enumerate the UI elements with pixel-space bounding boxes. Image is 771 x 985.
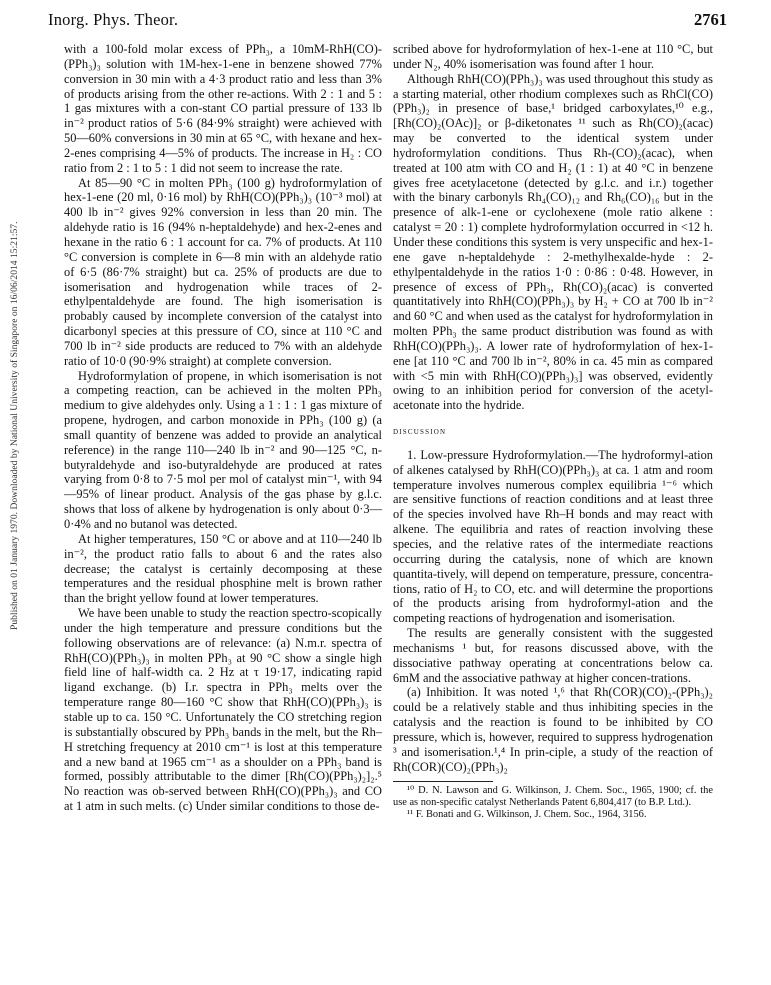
paragraph: At 85—90 °C in molten PPh₃ (100 g) hydroformylation of hex-1-ene (20 ml, 0·16 mol) by RhH(CO)(PPh₃)₃ (10⁻³ mol) at 400 lb in⁻² gives 92% conversion in less than 20 min. The aldehyde ratio is 16 (94% n-heptaldehyde) and hex-2-enes and hexane in the ratio 6 : 1 account for ca. 7% of products. At 110 °C conversion is complete in 6—8 min with an aldehyde ratio of 6·5 (86·7% straight) but ca. 25% of products are due to isomerisation and hydrogenation while traces of 2-ethylpentaldehyde are found. The high isomerisation is probably caused by incomplete conversion of the catalyst into dicarbonyl species at this pressure of CO, since at 110 °C and 700 lb in⁻² side products are reduced to 7% with an aldehyde ratio of 10·0 (90·9% straight) at complete conversion. [64,175,382,368]
paragraph: (a) Inhibition. It was noted ¹,⁶ that Rh(COR)(CO)₂-(PPh₃)₂ could be a relatively stable and thus inhibiting species in the catalysis and the reaction is found to be inhibited by CO pressure, which is, however, required to suppress hydrogenation ³ and isomerisation.¹,⁴ In prin-ciple, a study of the reaction of Rh(COR)(CO)₂(PPh₃)₂ [393,685,713,774]
footnote-divider [393,781,493,782]
footnote: ¹⁰ D. N. Lawson and G. Wilkinson, J. Chem. Soc., 1965, 1900; cf. the use as non-specific catalyst Netherlands Patent 6,804,417 (to B.P. Ltd.). [393,784,713,808]
sidebar-text: Published on 01 January 1970. Downloaded by National University of Singapore on 16/06/2014 15:21:57. [9,221,20,630]
section-heading: discussion [393,426,447,438]
paragraph: Although RhH(CO)(PPh₃)₃ was used throughout this study as a starting material, other rhodium complexes such as RhCl(CO)(PPh₃)₂ in presence of base,¹ bridged carboxylates,¹⁰ e.g., [Rh(CO)₂(OAc)]₂ or β-diketonates ¹¹ such as Rh(CO)₂(acac) may be converted to the identical system under hydroformylation conditions. Thus Rh-(CO)₂(acac), when treated at 100 atm with CO and H₂ (1 : 1) at 40 °C in benzene gives free acetylacetone (detected by g.l.c. and i.r.) together with the binary carbonyls Rh₄(CO)₁₂ and Rh₆(CO)₁₆ but in the presence of alk-1-ene or cyclohexene (mole ratio alkene : catalyst = 20 : 1) complete hydroformylation occurred in <12 h. Under these conditions this system is very unspecific and hex-1-ene gave n-heptaldehyde : 2-methylhexalde-hyde : 2-ethylpentaldehyde in the ratios 1·0 : 0·86 : 0·48. However, in presence of excess of PPh₃, Rh(CO)₂(acac) is converted quantitatively into RhH(CO)(PPh₃)₃ by H₂ + CO at 700 lb in⁻² and 60 °C and when used as the catalyst for hydroformylation in molten PPh₃ the same product distribution was found as with RhH(CO)(PPh₃)₃. A lower rate of hydroformylation of hex-1-ene [at 110 °C and 700 lb in⁻², 80% in ca. 45 min as compared with <5 min with RhH(CO)(PPh₃)₃] was observed, evidently owing to an inhibition period for conversion of the acetyl-acetonate into the hydride. [393,71,713,413]
paragraph: with a 100-fold molar excess of PPh₃, a 10mM-RhH(CO)-(PPh₃)₃ solution with 1M-hex-1-ene in benzene showed 77% conversion in 30 min with a 4·3 product ratio and less than 3% of products arising from the other re-actions. With 2 : 1 and 5 : 1 gas mixtures with a con-stant CO partial pressure of 133 lb in⁻² product ratios of 5·6 (84·9% straight) were achieved with 50—60% conversions in 30 min at 65 °C, with hexane and hex-2-enes comprising 4—5% of products. The increase in H₂ : CO ratio from 2 : 1 to 5 : 1 did not seem to increase the rate. [64,42,382,175]
paragraph: scribed above for hydroformylation of hex-1-ene at 110 °C, but under N₂, 40% isomerisation was found after 1 hour. [393,42,713,71]
paragraph: At higher temperatures, 150 °C or above and at 110—240 lb in⁻², the product ratio falls to about 6 and the rates also decrease; the catalyst is certainly decomposing at these temperatures and the residual phosphine melt is brown rather than the bright yellow found at lower temperatures. [64,531,382,606]
journal-title: Inorg. Phys. Theor. [48,10,179,29]
paragraph: The results are generally consistent with the suggested mechanisms ¹ but, for reasons discussed above, with the dissociative pathway operating at concentrations below ca. 6mM and the associative pathway at higher concen-trations. [393,626,713,685]
page-number: 2761 [694,10,727,29]
page-header [48,10,727,30]
publication-sidebar [0,70,30,630]
right-column [393,42,713,821]
footnote: ¹¹ F. Bonati and G. Wilkinson, J. Chem. Soc., 1964, 3156. [407,808,647,820]
left-column [64,42,382,814]
paragraph: 1. Low-pressure Hydroformylation.—The hydroformyl-ation of alkenes catalysed by RhH(CO)(PPh₃)₃ at ca. 1 atm and room temperature involves numerous complex equilibria ¹⁻⁶ which are sensitive functions of reaction conditions and at least three of the species involved have Rh–H bonds and may react with alkene. The equilibria and rates of reaction involving these species, and the relative rates of the intermediate reactions occurring during the catalysis, none of which are known quantita-tively, will depend on temperature, pressure, concentra-tions, ratio of H₂ to CO, etc. and will determine the proportions of the products arising from hydroformyl-ation and the competing reactions of hydrogenation and isomerisation. [393,447,713,626]
paragraph: Hydroformylation of propene, in which isomerisation is not a competing reaction, can be achieved in the molten PPh₃ medium to give aldehydes only. Using a 1 : 1 : 1 gas mixture of propene, hydrogen, and carbon monoxide in PPh₃ (100 g) (a small quantity of benzene was added to provide an analytical reference) in the range 110—240 lb in⁻² and 90—125 °C, n-butyraldehyde and iso-butyraldehyde are produced at rates varying from 0·8 to 7·5 mol per mol of catalyst min⁻¹, with 94—95% of linear product. Analysis of the gas phase by g.l.c. shows that loss of alkene by hydrogenation is only about 0·3—0·4% and no butanol was detected. [64,368,382,531]
paragraph: We have been unable to study the reaction spectro-scopically under the high temperature and pressure conditions but the following observations are of relevance: (a) N.m.r. spectra of RhH(CO)(PPh₃)₃ in molten PPh₃ at 90 °C show a single high field line of half-width ca. 2 Hz at τ 19·17, indicating rapid ligand exchange. (b) I.r. spectra in PPh₃ melts over the temperature range 80—160 °C show that RhH(CO)(PPh₃)₃ is stable up to ca. 150 °C. Unfortunately the CO stretching region is substantially obscured by PPh₃ bands in the melt, but the Rh–H stretching frequency at 2010 cm⁻¹ is lost at this temperature and a new band at 1965 cm⁻¹ as a shoulder on a PPh₃ band is formed, possibly attributable to the dimer [Rh(CO)(PPh₃)₂]₂.⁵ No reaction was ob-served between RhH(CO)(PPh₃)₃ and CO at 1 atm in such melts. (c) Under similar conditions to those de- [64,606,382,814]
